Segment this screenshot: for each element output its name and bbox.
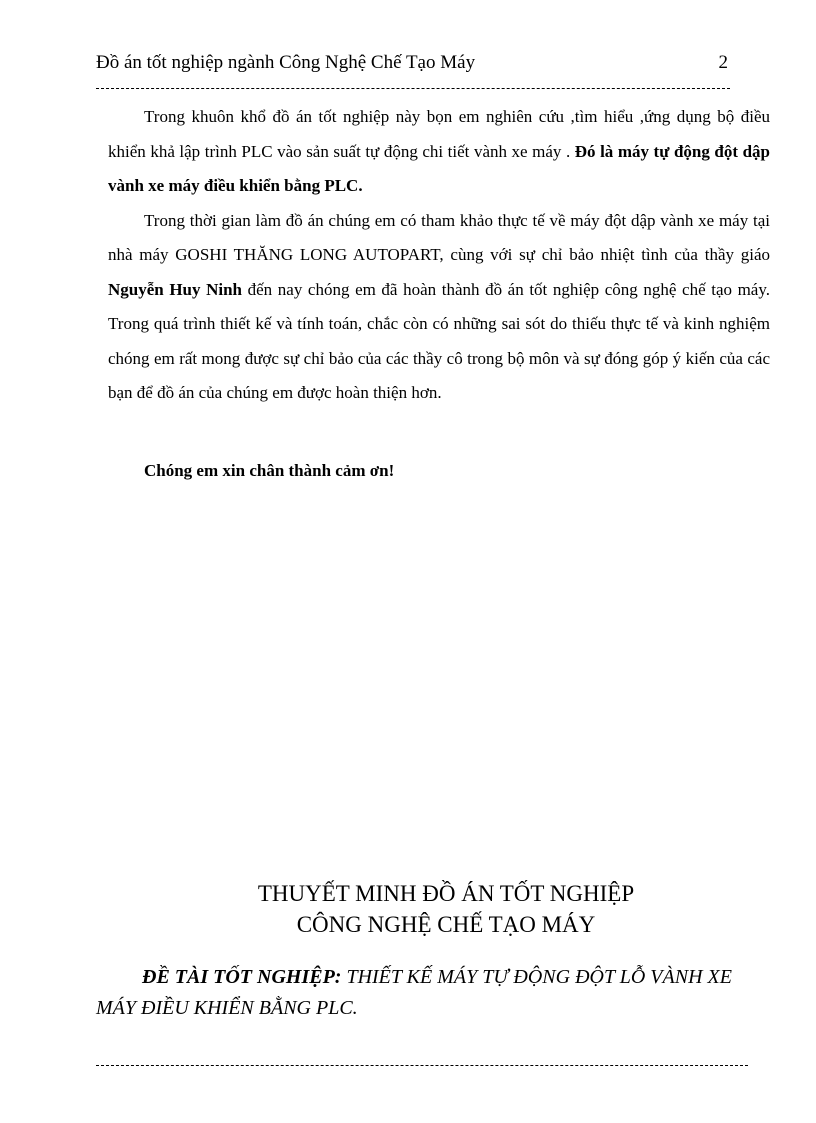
topic-text: THIẾT KẾ MÁY TỰ ĐỘNG ĐỘT LỖ VÀNH XE MÁY ĐIỀU KHIỂN BẰNG PLC.: [96, 966, 732, 1019]
thanks-line: Chóng em xin chân thành cảm ơn!: [144, 461, 395, 480]
thesis-topic: [96, 962, 756, 1024]
footer-divider: [96, 1065, 748, 1066]
header-divider: [96, 88, 730, 89]
intro-p2-text-a: Trong thời gian làm đồ án chúng em có tham khảo thực tế về máy đột dập vành xe máy tại nhà máy GOSHI THĂNG LONG AUTOPART, cùng với sự chỉ bảo nhiệt tình của thầy giáo: [108, 210, 770, 264]
page-number: 2: [718, 52, 728, 73]
intro-paragraph-1: [108, 100, 770, 204]
intro-paragraph-2: [108, 204, 770, 411]
advisor-name: Nguyễn Huy Ninh: [108, 279, 243, 299]
topic-label: ĐỀ TÀI TỐT NGHIỆP:: [142, 966, 342, 988]
report-title-line-2: CÔNG NGHỆ CHẾ TẠO MÁY: [296, 912, 596, 937]
intro-p1-text: Trong khuôn khổ đồ án tốt nghiệp này bọn em nghiên cứu ,tìm hiểu ,ứng dụng bộ điều khiển khả lập trình PLC vào sản suất tự động chi tiết vành xe máy .: [108, 107, 770, 161]
header-title: Đồ án tốt nghiệp ngành Công Nghệ Chế Tạo Máy: [96, 52, 476, 73]
intro-section: [108, 100, 770, 411]
page-header: [96, 52, 728, 82]
report-title-line-1: THUYẾT MINH ĐỒ ÁN TỐT NGHIỆP: [257, 881, 635, 906]
intro-p1-bold: Đó là máy tự động đột dập vành xe máy điều khiển bằng PLC.: [108, 141, 770, 195]
intro-p2-text-b: đến nay chóng em đã hoàn thành đồ án tốt nghiệp công nghệ chế tạo máy. Trong quá trình thiết kế và tính toán, chắc còn có những sai sót do thiếu thực tế và kinh nghiệm chóng em rất mong được sự chỉ bảo của các thầy cô trong bộ môn và sự đóng góp ý kiến của các bạn để đồ án của chúng em được hoàn thiện hơn.: [108, 279, 771, 402]
report-title: [96, 878, 796, 940]
